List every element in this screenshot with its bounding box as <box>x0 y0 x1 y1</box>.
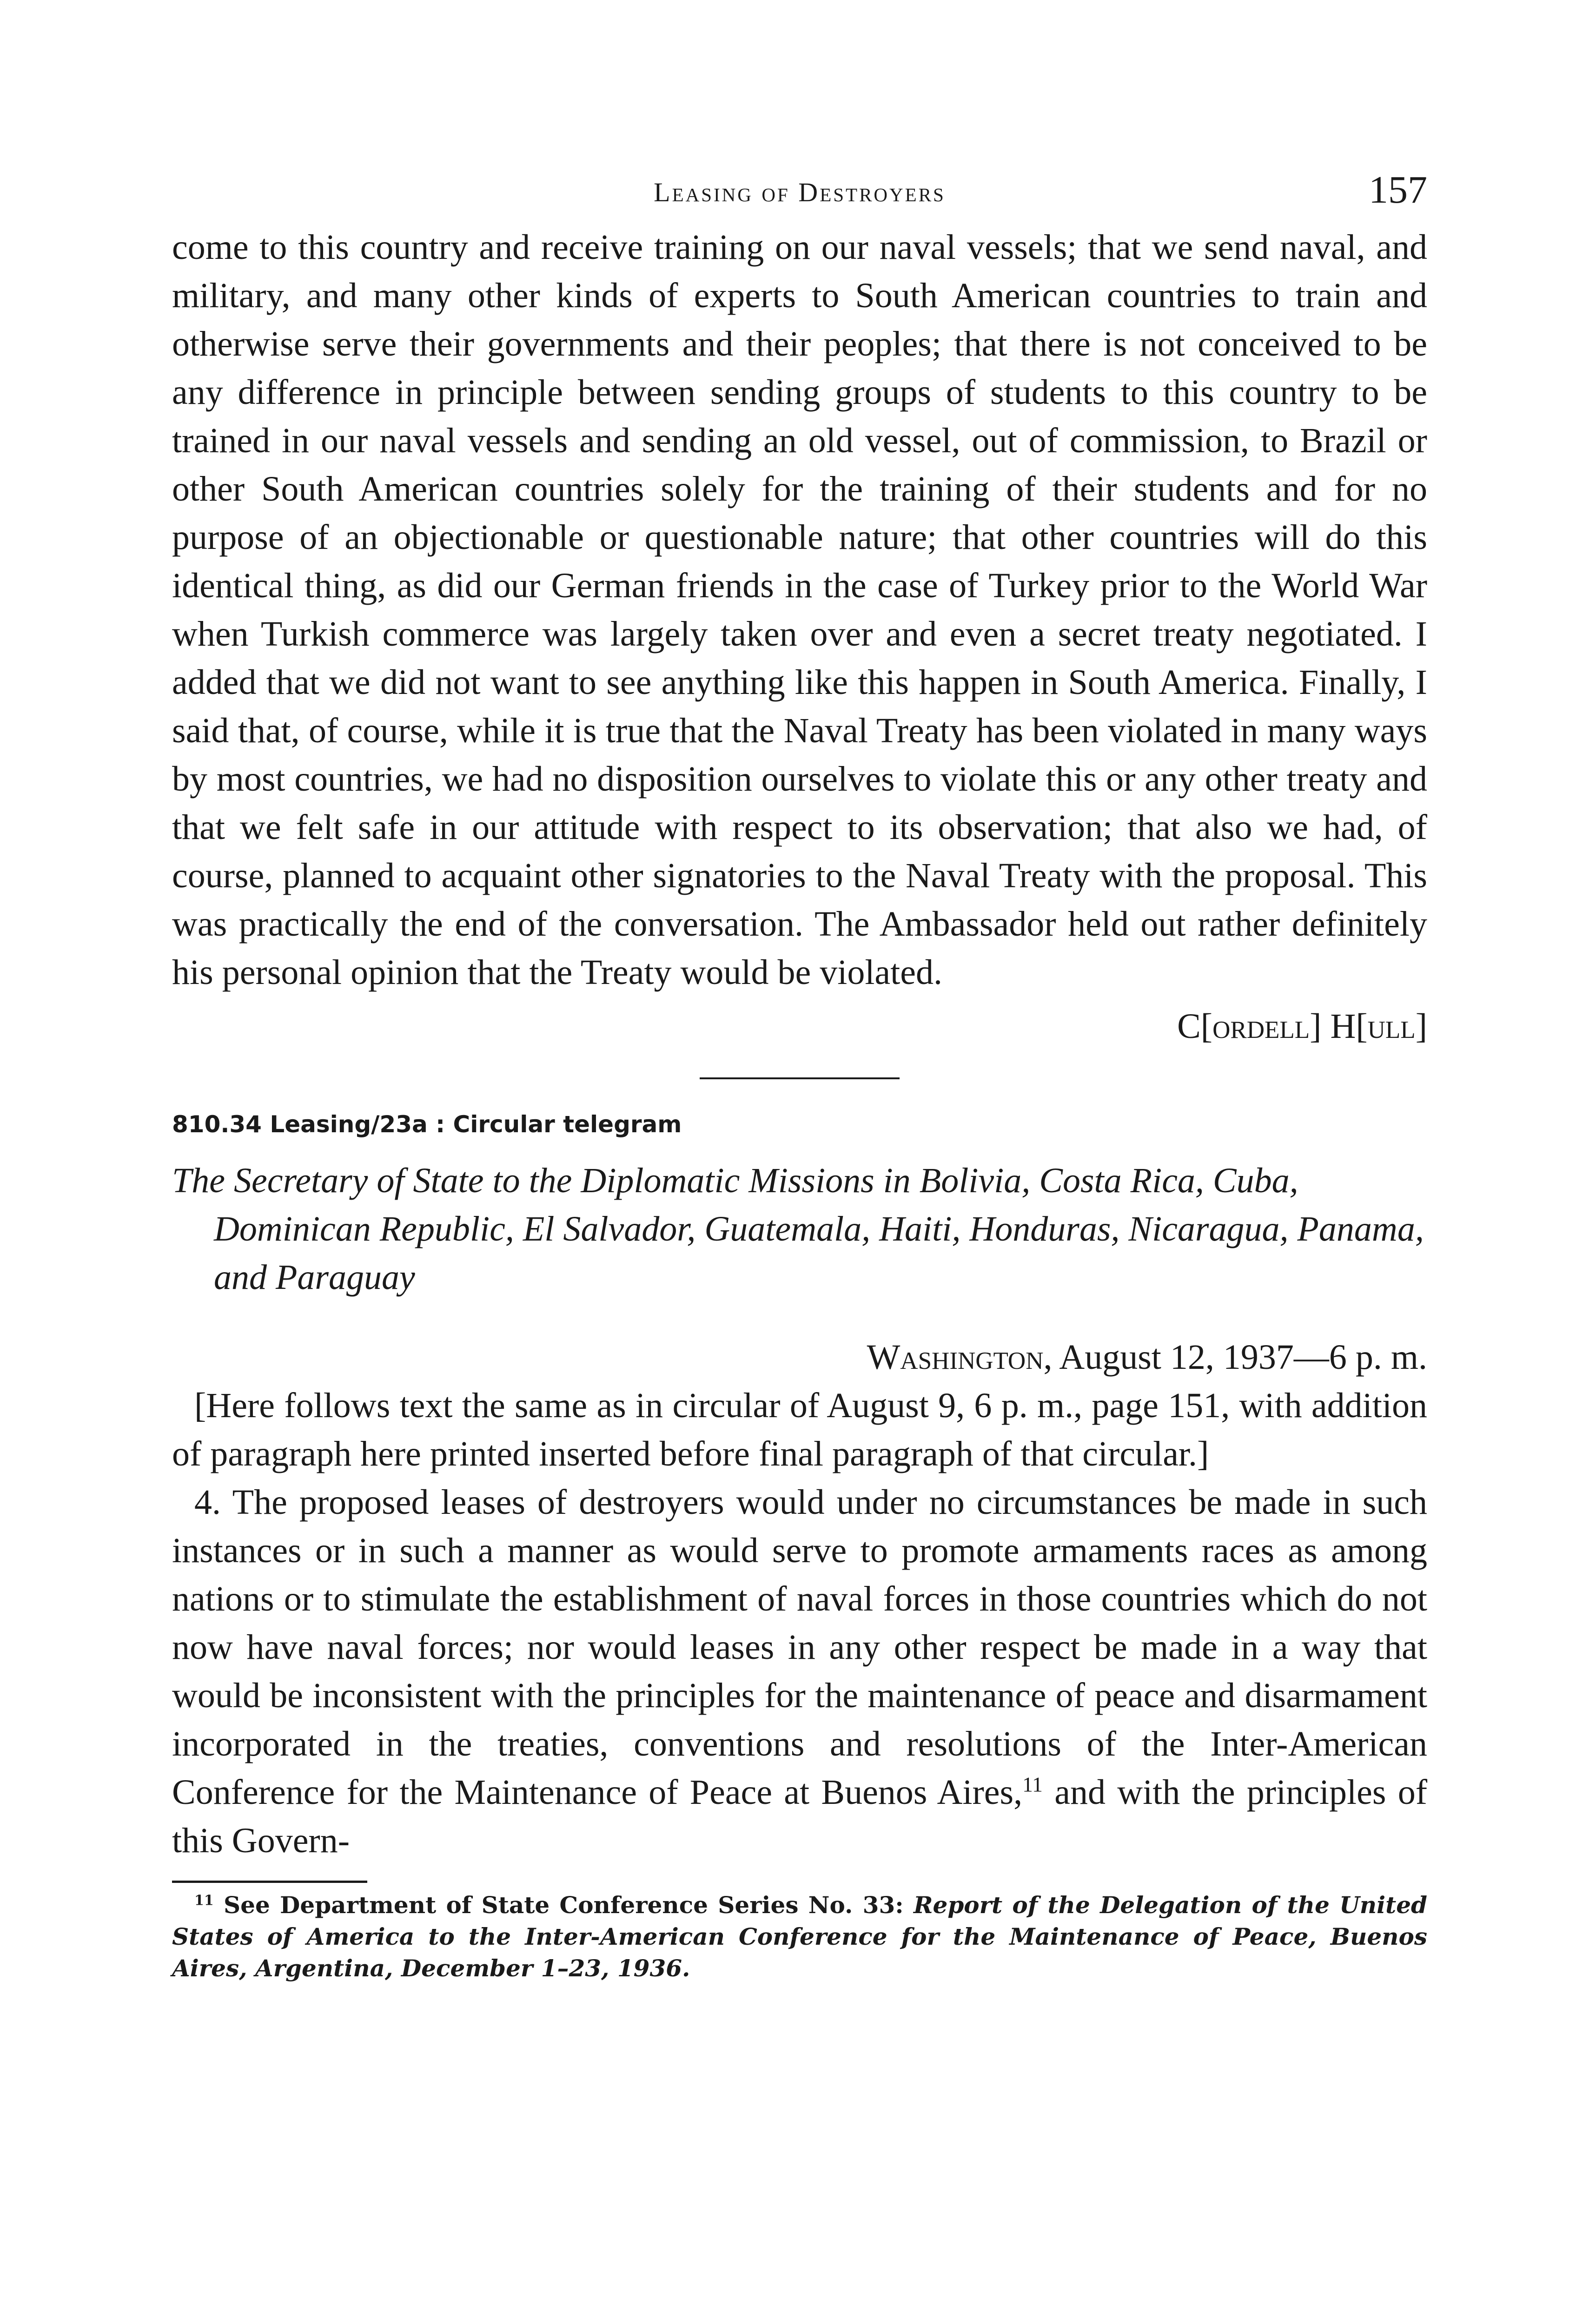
footnote-rule <box>172 1881 367 1883</box>
signature-initial-c: C[ <box>1177 1007 1213 1046</box>
dateline-date: , August 12, 1937—6 p. m. <box>1043 1338 1427 1377</box>
running-header <box>172 167 1427 223</box>
file-reference: 810.34 Leasing/23a : Circular telegram <box>172 1111 682 1138</box>
section-divider <box>700 1077 900 1079</box>
bracket-note: [Here follows text the same as in circular of August 9, 6 p. m., page 151, with addition of paragraph here printed inserted before final paragraph of that circular.] <box>172 1386 1427 1473</box>
footnote-11 <box>172 1889 1427 1984</box>
footnote-reference-11: 11 <box>1022 1772 1043 1796</box>
footnote-mark: 11 <box>194 1892 214 1909</box>
paragraph-4-text: 4. The proposed leases of destroyers would under no circumstances be made in such instances or in such a manner as would serve to promote armaments races as among nations or to stimulate the establishment of naval forces in those countries which do not now have naval forces; nor would leases in any other respect be made in a way that would be inconsistent with the principles for the maintenance of peace and disarmament incorporated in the treaties, conventions and resolutions of the Inter-American Conference for the Maintenance of Peace at Buenos Aires, <box>172 1483 1427 1812</box>
dateline <box>172 1333 1427 1381</box>
continuation-paragraph: come to this country and receive training on our naval vessels; that we send naval, and military, and many other kinds of experts to South American countries to train and otherwise serve their governments and their peoples; that there is not conceived to be any difference in principle between sending groups of students to this country to be trained in our naval vessels and sending an old vessel, out of commission, to Brazil or other South American countries solely for the training of their students and for no purpose of an objectionable or questionable nature; that other countries will do this identical thing, as did our German friends in the case of Turkey prior to the World War when Turkish commerce was largely taken over and even a secret treaty negotiated. I added that we did not want to see anything like this happen in South America. Finally, I said that, of course, while it is true that the Naval Treaty has been violated in many ways by most countries, we had no disposition ourselves to violate this or any other treaty and that we felt safe in our attitude with respect to its observation; that also we had, of course, planned to acquaint other signatories to the Naval Treaty with the proposal. This was practically the end of the conversation. The Ambassador held out rather definitely his personal opinion that the Treaty would be violated. <box>172 228 1427 992</box>
signature-ordell: ordell <box>1212 1007 1310 1046</box>
signature <box>172 1002 1427 1050</box>
signature-initial-h: H[ <box>1330 1007 1368 1046</box>
document-title: The Secretary of State to the Diplomatic Missions in Bolivia, Costa Rica, Cuba, Dominican Republic, El Salvador, Guatemala, Haiti, Honduras, Nicaragua, Panama, and Paraguay <box>172 1161 1424 1297</box>
signature-close-1: ] <box>1310 1007 1331 1046</box>
signature-ull: ull <box>1367 1007 1416 1046</box>
signature-close-2: ] <box>1415 1007 1427 1046</box>
paragraph-4-end: and with the principles of this Govern- <box>172 1773 1428 1860</box>
paragraph-4 <box>172 1478 1427 1865</box>
dateline-place: Washington <box>867 1338 1044 1377</box>
running-title: Leasing of Destroyers <box>654 177 946 207</box>
page-number: 157 <box>1369 168 1427 211</box>
footnote-lead: See Department of State Conference Series No. 33: <box>213 1891 914 1919</box>
footnote-title: Report of the Delegation of the United States of America to the Inter-American Conference for the Maintenance of Peace, Buenos Aires, Argentina, December 1–23, 1936. <box>172 1891 1427 1982</box>
document-page <box>172 167 1427 1984</box>
